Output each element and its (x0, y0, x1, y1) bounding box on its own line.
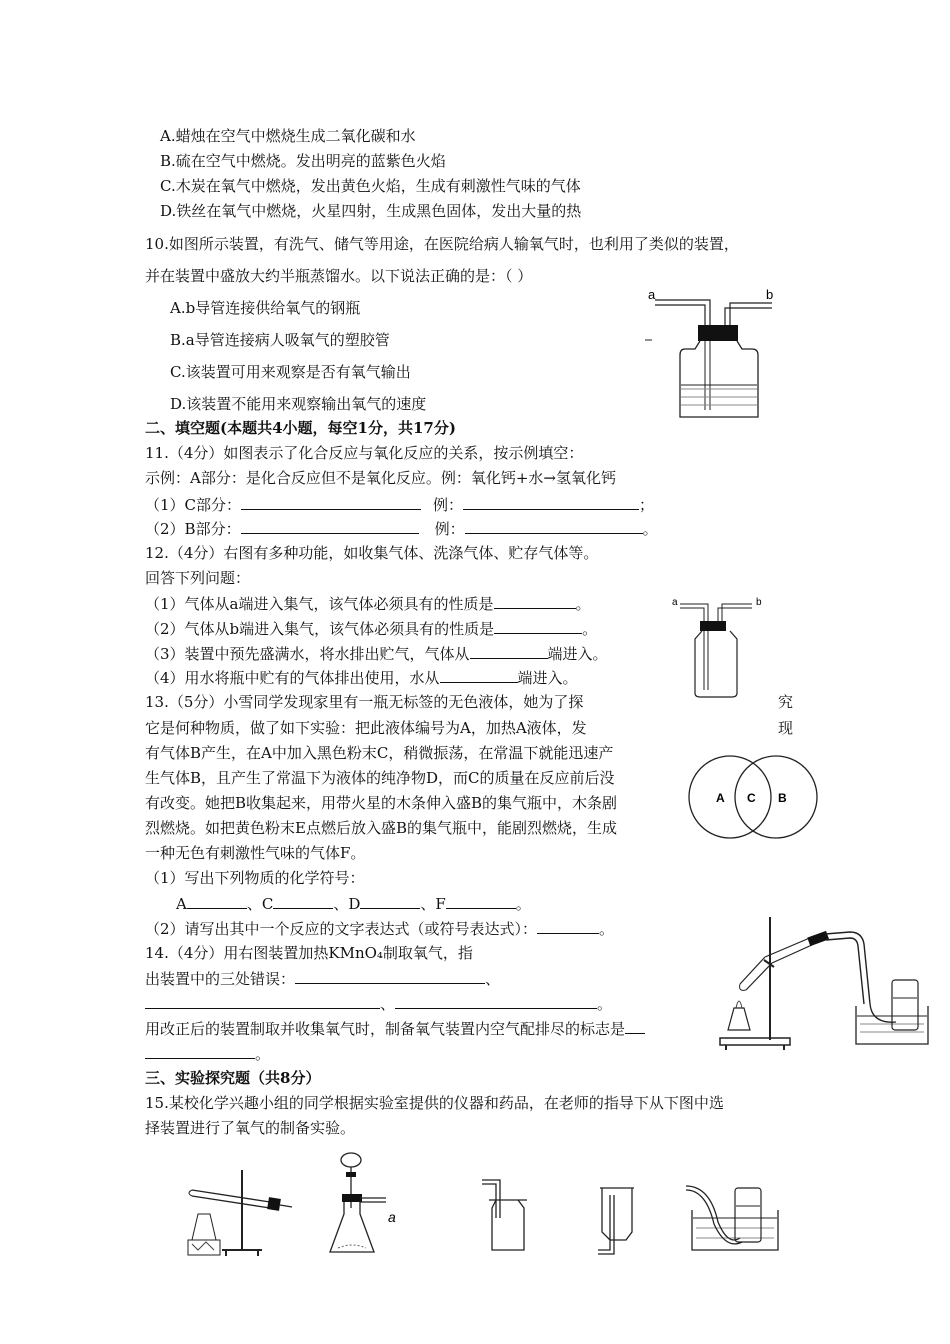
q12-part-2 (145, 618, 597, 639)
q11-c-eg-label: 例： (433, 496, 464, 514)
q12-part-2-text: （2）气体从b端进入集气，该气体必须具有的性质是 (145, 620, 495, 638)
q14-line-2 (145, 968, 500, 989)
q12-part-3-tail: 端进入。 (547, 645, 608, 663)
q13-line-7: 一种无色有刺激性气味的气体F。 (145, 844, 366, 862)
q12-part-4-text: （4）用水将瓶中贮有的气体排出使用，水从 (145, 669, 440, 687)
q12-part-1 (145, 593, 591, 614)
q13-line-2: 它是何种物质，做了如下实验：把此液体编号为A，加热A液体，发 (145, 719, 587, 737)
q14-line-2-text: 出装置中的三处错误： (145, 970, 296, 988)
q13-d-blank[interactable] (360, 893, 420, 909)
q13-symbol-f-label: 、F (420, 895, 446, 913)
q13-f-blank[interactable] (446, 893, 516, 909)
q12-gas-bottle-figure (670, 595, 770, 700)
q11-b-eg-label: 例： (434, 520, 465, 538)
q12-part-4-tail: 端进入。 (517, 669, 578, 687)
q11-part-b-label: （2）B部分： (145, 520, 241, 538)
q14-line-5-end: 。 (255, 1045, 271, 1063)
q14-line-1: 14.（4分）用右图装置加热KMnO₄制取氧气，指 (145, 944, 473, 962)
q12-4-blank[interactable] (440, 667, 518, 683)
section-2-title: 二、填空题(本题共4小题，每空1分，共17分) (145, 419, 456, 437)
q11-b-example-blank[interactable] (465, 518, 643, 534)
q14-line-3 (145, 993, 612, 1014)
q10-label-a: a (648, 287, 656, 302)
q9-option-d: D.铁丝在氧气中燃烧，火星四射，生成黑色固体，发出大量的热 (160, 202, 582, 220)
q14-line-4 (145, 1018, 645, 1039)
q11-stem: 11.（4分）如图表示了化合反应与氧化反应的关系，按示例填空： (145, 444, 584, 462)
q11-example: 示例：A部分：是化合反应但不是氧化反应。例：氧化钙+水→氢氧化钙 (145, 469, 616, 487)
q10-option-b: B.a导管连接病人吸氧气的塑胶管 (170, 331, 390, 349)
q10-option-a: A.b导管连接供给氧气的钢瓶 (170, 299, 361, 317)
q13-part-2-end: 。 (599, 920, 615, 938)
q13-part-2-text: （2）请写出其中一个反应的文字表达式（或符号表达式）： (145, 920, 538, 938)
q13-symbol-d-label: 、D (333, 895, 361, 913)
apparatus-gas-bottle-down (598, 1188, 634, 1254)
q12-1-blank[interactable] (494, 593, 576, 609)
q11-part-c-label: （1）C部分： (145, 496, 242, 514)
q12-2-end: 。 (582, 620, 598, 638)
q13-symbol-c-label: 、C (246, 895, 274, 913)
q14-sign-blank-end[interactable] (145, 1043, 255, 1059)
q14-sep-2: 、 (380, 995, 396, 1013)
q14-kmno4-heating-apparatus-figure (710, 912, 940, 1052)
q13-line-4: 生气体B，且产生了常温下为液体的纯净物D，而C的质量在反应前后没 (145, 769, 615, 787)
q14-error-2-blank[interactable] (145, 993, 380, 1009)
apparatus-gas-bottle-up (482, 1180, 527, 1250)
q14-line-5 (145, 1043, 270, 1064)
q10-stem-2: 并在装置中盛放大约半瓶蒸馏水。以下说法正确的是：（ ） (145, 267, 533, 285)
q14-sep-1: 、 (485, 970, 501, 988)
q9-option-a: A.蜡烛在空气中燃烧生成二氧化碳和水 (160, 127, 416, 145)
q12-label-b: b (756, 597, 762, 608)
q10-gas-washing-bottle-figure (640, 285, 790, 425)
q11-b-end: 。 (642, 520, 658, 538)
q13-symbols (176, 893, 531, 914)
q12-2-blank[interactable] (494, 618, 582, 634)
q12-part-3 (145, 643, 608, 664)
q14-error-1-blank[interactable] (295, 968, 485, 984)
q12-stem: 12.（4分）右图有多种功能，如收集气体、洗涤气体、贮存气体等。 (145, 544, 599, 562)
apparatus-water-trough (686, 1186, 778, 1250)
section-3-title: 三、实验探究题（共8分） (145, 1069, 321, 1087)
q12-part-1-text: （1）气体从a端进入集气，该气体必须具有的性质是 (145, 595, 494, 613)
apparatus-conical-flask (330, 1153, 396, 1252)
q14-line-4-text: 用改正后的装置制取并收集氧气时，制备氧气装置内空气配排尽的标志是 (145, 1020, 626, 1038)
q15-apparatus-row-figure (180, 1150, 790, 1260)
q13-line-6: 烈燃烧。如把黄色粉末E点燃后放入盛B的集气瓶中，能剧烈燃烧，生成 (145, 819, 617, 837)
q15-label-a: a (388, 1209, 396, 1225)
q15-line-1: 15.某校化学兴趣小组的同学根据实验室提供的仪器和药品，在老师的指导下从下图中选 (145, 1094, 724, 1112)
q13-c-blank[interactable] (273, 893, 333, 909)
q13-expression-blank[interactable] (537, 918, 599, 934)
q12-ask: 回答下列问题： (145, 569, 251, 587)
q13-line-1: 13.（5分）小雪同学发现家里有一瓶无标签的无色液体，她为了探 (145, 693, 584, 711)
q10-option-d: D.该装置不能用来观察输出氧气的速度 (170, 395, 427, 413)
q13-line-3: 有气体B产生，在A中加入黑色粉末C，稍微振荡，在常温下就能迅速产 (145, 744, 614, 762)
q11-part-b (145, 518, 658, 539)
q10-option-c: C.该装置可用来观察是否有氧气输出 (170, 363, 411, 381)
q12-part-3-text: （3）装置中预先盛满水，将水排出贮气，气体从 (145, 645, 470, 663)
q13-line-2-end: 现 (778, 719, 794, 737)
q13-symbol-a-label: A (176, 895, 187, 913)
q13-symbols-end: 。 (515, 895, 531, 913)
q12-1-end: 。 (575, 595, 591, 613)
apparatus-heating-tube (188, 1170, 292, 1256)
q14-error-3-blank[interactable] (395, 993, 597, 1009)
q10-stem-1: 10.如图所示装置，有洗气、储气等用途，在医院给病人输氧气时，也利用了类似的装置， (145, 235, 739, 253)
q9-option-b: B.硫在空气中燃烧。发出明亮的蓝紫色火焰 (160, 152, 446, 170)
q11-b-blank[interactable] (241, 518, 419, 534)
q13-a-blank[interactable] (187, 893, 247, 909)
q12-part-4 (145, 667, 578, 688)
q15-line-2: 择装置进行了氧气的制备实验。 (145, 1119, 356, 1137)
venn-label-a: A (716, 791, 725, 805)
q9-option-c: C.木炭在氧气中燃烧，发出黄色火焰，生成有刺激性气味的气体 (160, 177, 581, 195)
q14-sign-blank-start[interactable] (625, 1018, 645, 1034)
q13-line-1-end: 究 (778, 693, 794, 711)
q10-label-b: b (766, 287, 774, 302)
q11-c-blank[interactable] (241, 494, 421, 510)
q12-label-a: a (672, 597, 678, 608)
q13-line-5: 有改变。她把B收集起来，用带火星的木条伸入盛B的集气瓶中，木条剧 (145, 794, 618, 812)
q13-part-1: （1）写出下列物质的化学符号： (145, 869, 365, 887)
q13-part-2 (145, 918, 614, 939)
q12-3-blank[interactable] (470, 643, 548, 659)
q11-c-example-blank[interactable] (463, 494, 639, 510)
venn-label-b: B (778, 791, 787, 805)
q11-venn-diagram (688, 752, 818, 842)
q14-line-3-end: 。 (597, 995, 613, 1013)
q11-part-c (145, 494, 654, 515)
venn-label-c: C (747, 791, 756, 805)
q11-c-end: ； (639, 496, 655, 514)
